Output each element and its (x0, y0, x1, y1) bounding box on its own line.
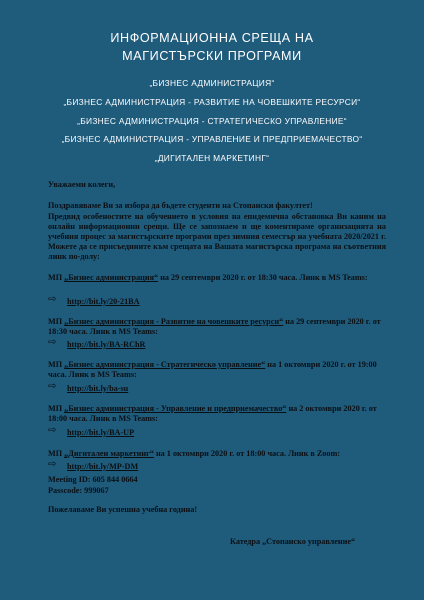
meeting-5-info (48, 449, 386, 459)
meeting-4-link[interactable]: http://bit.ly/BA-UP (67, 428, 135, 437)
meeting-program-name: „Бизнес администрация - Управление и предприемачество“ (64, 404, 287, 413)
program-title: „БИЗНЕС АДМИНИСТРАЦИЯ - УПРАВЛЕНИЕ И ПРЕДПРИЕМАЧЕСТВО“ (61, 134, 363, 144)
signature: Катедра „Стопанско управление“ (230, 537, 356, 546)
meeting-3-info (48, 360, 386, 380)
arrow-icon: ⇨ (48, 337, 57, 348)
meeting-2-link[interactable]: http://bit.ly/BA-RChR (67, 340, 146, 349)
program-title: „БИЗНЕС АДМИНИСТРАЦИЯ - СТРАТЕГИЧЕСКО УПРАВЛЕНИЕ“ (77, 116, 347, 126)
meeting-3-link[interactable]: http://bit.ly/ba-su (67, 384, 129, 393)
arrow-icon: ⇨ (48, 425, 57, 436)
meeting-prefix: МП (48, 449, 65, 458)
meeting-program-name: „Бизнес администрация - Развитие на човешките ресурси“ (64, 317, 284, 326)
arrow-icon: ⇨ (48, 381, 57, 392)
arrow-icon: ⇨ (48, 294, 57, 305)
greeting: Уважаеми колеги, (48, 180, 116, 189)
meeting-1-link[interactable]: http://bit.ly/20-21BA (67, 297, 140, 306)
meeting-details: на 29 септември 2020 г. от 18:30 часа. Линк в MS Teams: (158, 273, 368, 282)
program-title: „ДИГИТАЛЕН МАРКЕТИНГ“ (154, 153, 270, 163)
arrow-icon: ⇨ (48, 459, 57, 470)
meeting-program-name: „Дигитален маркетинг“ (64, 449, 154, 458)
meeting-prefix: МП (48, 404, 65, 413)
title-line-1: ИНФОРМАЦИОННА СРЕЩА НА (110, 31, 314, 45)
meeting-details: на 29 септември 2020 г. от 18:30 часа. Линк в MS Teams: (48, 317, 381, 336)
meeting-prefix: МП (48, 360, 65, 369)
meeting-program-name: „Бизнес администрация“ (64, 273, 159, 282)
meeting-1-info (48, 273, 386, 283)
meeting-details: на 1 октомври 2020 г. от 18:00 часа. Линк в Zoom: (153, 449, 341, 458)
meeting-details: на 2 октомври 2020 г. от 18:00 часа. Линк в MS Teams: (48, 404, 377, 423)
meeting-program-name: „Бизнес администрация - Стратегическо управление“ (64, 360, 266, 369)
meeting-4-info (48, 404, 386, 424)
closing-wish: Пожелаваме Ви успешна учебна година! (48, 505, 198, 514)
meeting-2-info (48, 317, 386, 337)
meeting-id: Meeting ID: 605 844 0664 (48, 475, 138, 484)
program-title: „БИЗНЕС АДМИНИСТРАЦИЯ - РАЗВИТИЕ НА ЧОВЕШКИТЕ РЕСУРСИ“ (63, 97, 361, 107)
meeting-details: на 1 октомври 2020 г. от 19:00 часа. Линк в MS Teams: (48, 360, 377, 379)
congrats-text: Поздравяваме Ви за избора да бъдете студенти на Стопански факултет! (48, 201, 313, 210)
program-title: „БИЗНЕС АДМИНИСТРАЦИЯ“ (149, 78, 275, 88)
meeting-prefix: МП (48, 317, 65, 326)
passcode: Passcode: 999067 (48, 486, 109, 495)
title-line-2: МАГИСТЪРСКИ ПРОГРАМИ (122, 49, 302, 63)
meeting-5-link[interactable]: http://bit.ly/MP-DM (67, 462, 139, 471)
meeting-prefix: МП (48, 273, 65, 282)
intro-paragraph: Предвид особеностите на обучението в условия на епидемична обстановка Ви каним на онлайн информационни срещи. Ще се запознаем и ще коментираме организацията на учебния процес за магистърските програми през зимния семестър на учебната 2020/2021 г. Можете да се присъедините към срещата на Вашата магистърска програма на съответния линк по-долу: (48, 212, 386, 261)
